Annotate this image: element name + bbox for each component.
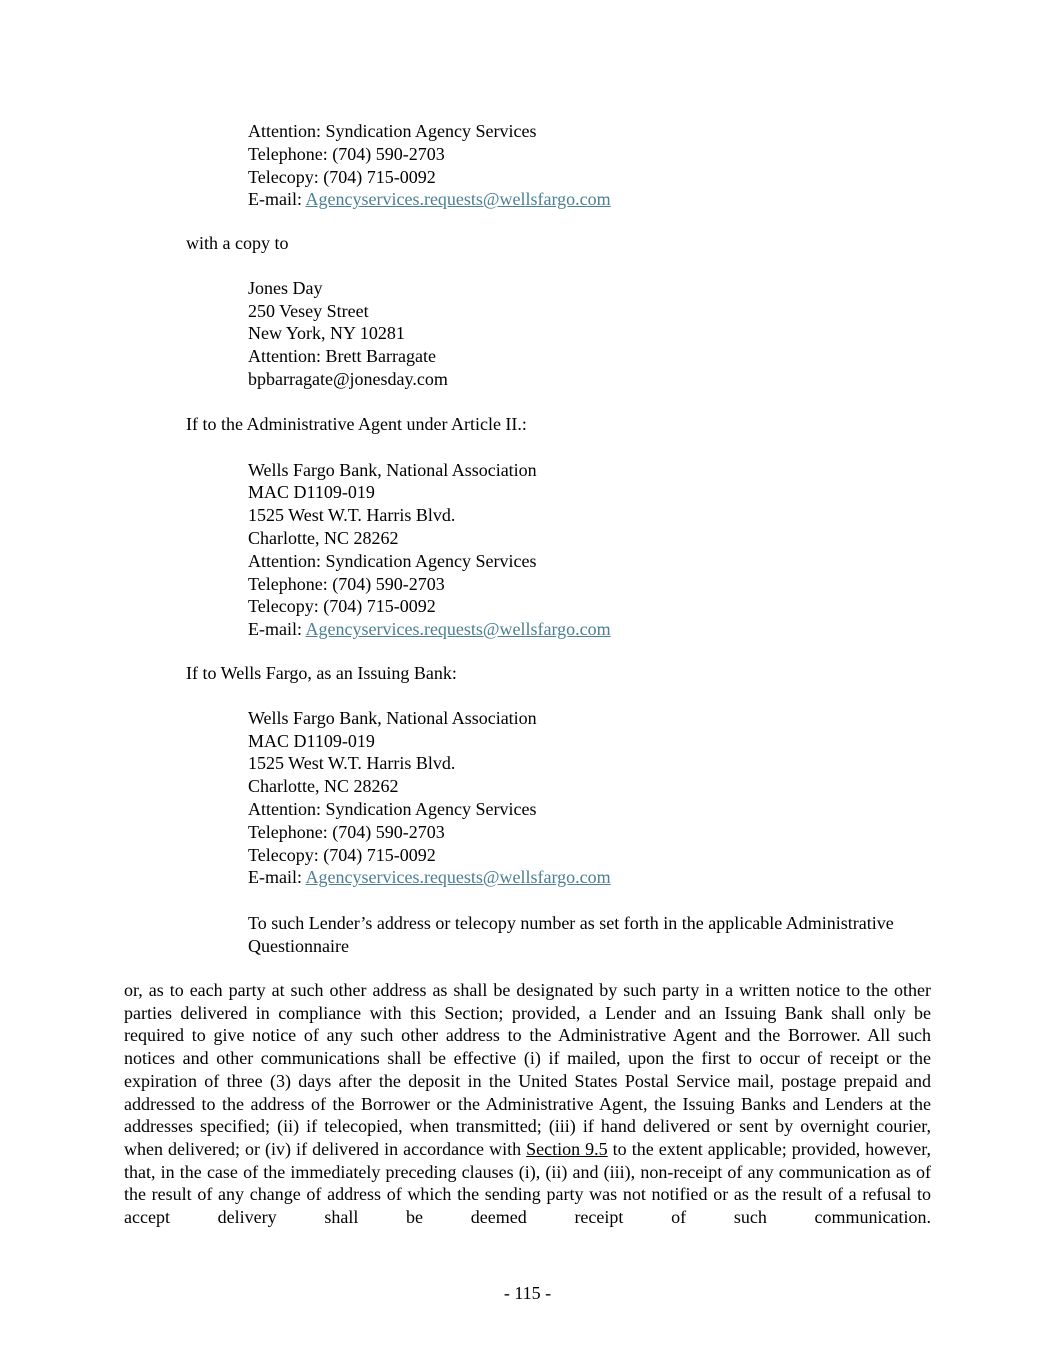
- copy-intro: with a copy to: [186, 233, 289, 253]
- issuing-city: Charlotte, NC 28262: [248, 776, 399, 796]
- top-telecopy: Telecopy: (704) 715-0092: [248, 167, 436, 187]
- closing-paragraph-part1: or, as to each party at such other address as shall be designated by such party in a written notice to the other parties delivered in compliance with this Section; provided, a Lender and an Issuing Bank shall only be required to give notice of any such other address to the Administrative Agent and the Borrower. All such notices and other communications shall be effective (i) if mailed, upon the first to occur of receipt or the expiration of three (3) days after the deposit in the United States Postal Service mail, postage prepaid and addressed to the address of the Borrower or the Administrative Agent, the Issuing Banks and Lenders at the addresses specified; (ii) if telecopied, when transmitted; (iii) if hand delivered or sent by overnight courier, when delivered; or (iv) if delivered in accordance with: [124, 980, 931, 1159]
- issuing-bank-heading: If to Wells Fargo, as an Issuing Bank:: [186, 663, 457, 683]
- admin-city: Charlotte, NC 28262: [248, 528, 399, 548]
- lender-address-text: To such Lender’s address or telecopy number as set forth in the applicable Administrative Questionnaire: [248, 913, 894, 956]
- admin-telephone: Telephone: (704) 590-2703: [248, 574, 445, 594]
- email-link[interactable]: Agencyservices.requests@wellsfargo.com: [305, 619, 611, 639]
- email-prefix: E-mail:: [248, 867, 306, 887]
- issuing-attention: Attention: Syndication Agency Services: [248, 799, 537, 819]
- top-email-line: [248, 188, 611, 210]
- admin-name: Wells Fargo Bank, National Association: [248, 460, 537, 480]
- issuing-email-line: [248, 866, 611, 888]
- issuing-telephone: Telephone: (704) 590-2703: [248, 822, 445, 842]
- email-link[interactable]: Agencyservices.requests@wellsfargo.com: [305, 867, 611, 887]
- email-prefix: E-mail:: [248, 619, 306, 639]
- section-reference: Section 9.5: [526, 1138, 608, 1159]
- top-attention: Attention: Syndication Agency Services: [248, 121, 537, 141]
- jones-day-email: bpbarragate@jonesday.com: [248, 369, 448, 389]
- top-telephone: Telephone: (704) 590-2703: [248, 144, 445, 164]
- jones-day-name: Jones Day: [248, 278, 323, 298]
- closing-paragraph: [124, 979, 931, 1229]
- admin-agent-heading: If to the Administrative Agent under Article II.:: [186, 414, 527, 434]
- issuing-mac: MAC D1109-019: [248, 731, 375, 751]
- admin-email-line: [248, 618, 611, 640]
- admin-mac: MAC D1109-019: [248, 482, 375, 502]
- jones-day-city: New York, NY 10281: [248, 323, 405, 343]
- admin-telecopy: Telecopy: (704) 715-0092: [248, 596, 436, 616]
- email-prefix: E-mail:: [248, 189, 306, 209]
- jones-day-street: 250 Vesey Street: [248, 301, 369, 321]
- issuing-name: Wells Fargo Bank, National Association: [248, 708, 537, 728]
- admin-attention: Attention: Syndication Agency Services: [248, 551, 537, 571]
- email-link[interactable]: Agencyservices.requests@wellsfargo.com: [305, 189, 611, 209]
- jones-day-attention: Attention: Brett Barragate: [248, 346, 436, 366]
- admin-street: 1525 West W.T. Harris Blvd.: [248, 505, 456, 525]
- issuing-street: 1525 West W.T. Harris Blvd.: [248, 753, 456, 773]
- issuing-telecopy: Telecopy: (704) 715-0092: [248, 845, 436, 865]
- page-number: - 115 -: [503, 1283, 552, 1303]
- closing-paragraph-part2: to the extent applicable; provided, however, that, in the case of the immediately preceding clauses (i), (ii) and (iii), non-receipt of any communication as of the result of any change of address of which the sending party was not notified or as the result of a refusal to accept delivery shall be deemed receipt of such communication.: [124, 1138, 931, 1228]
